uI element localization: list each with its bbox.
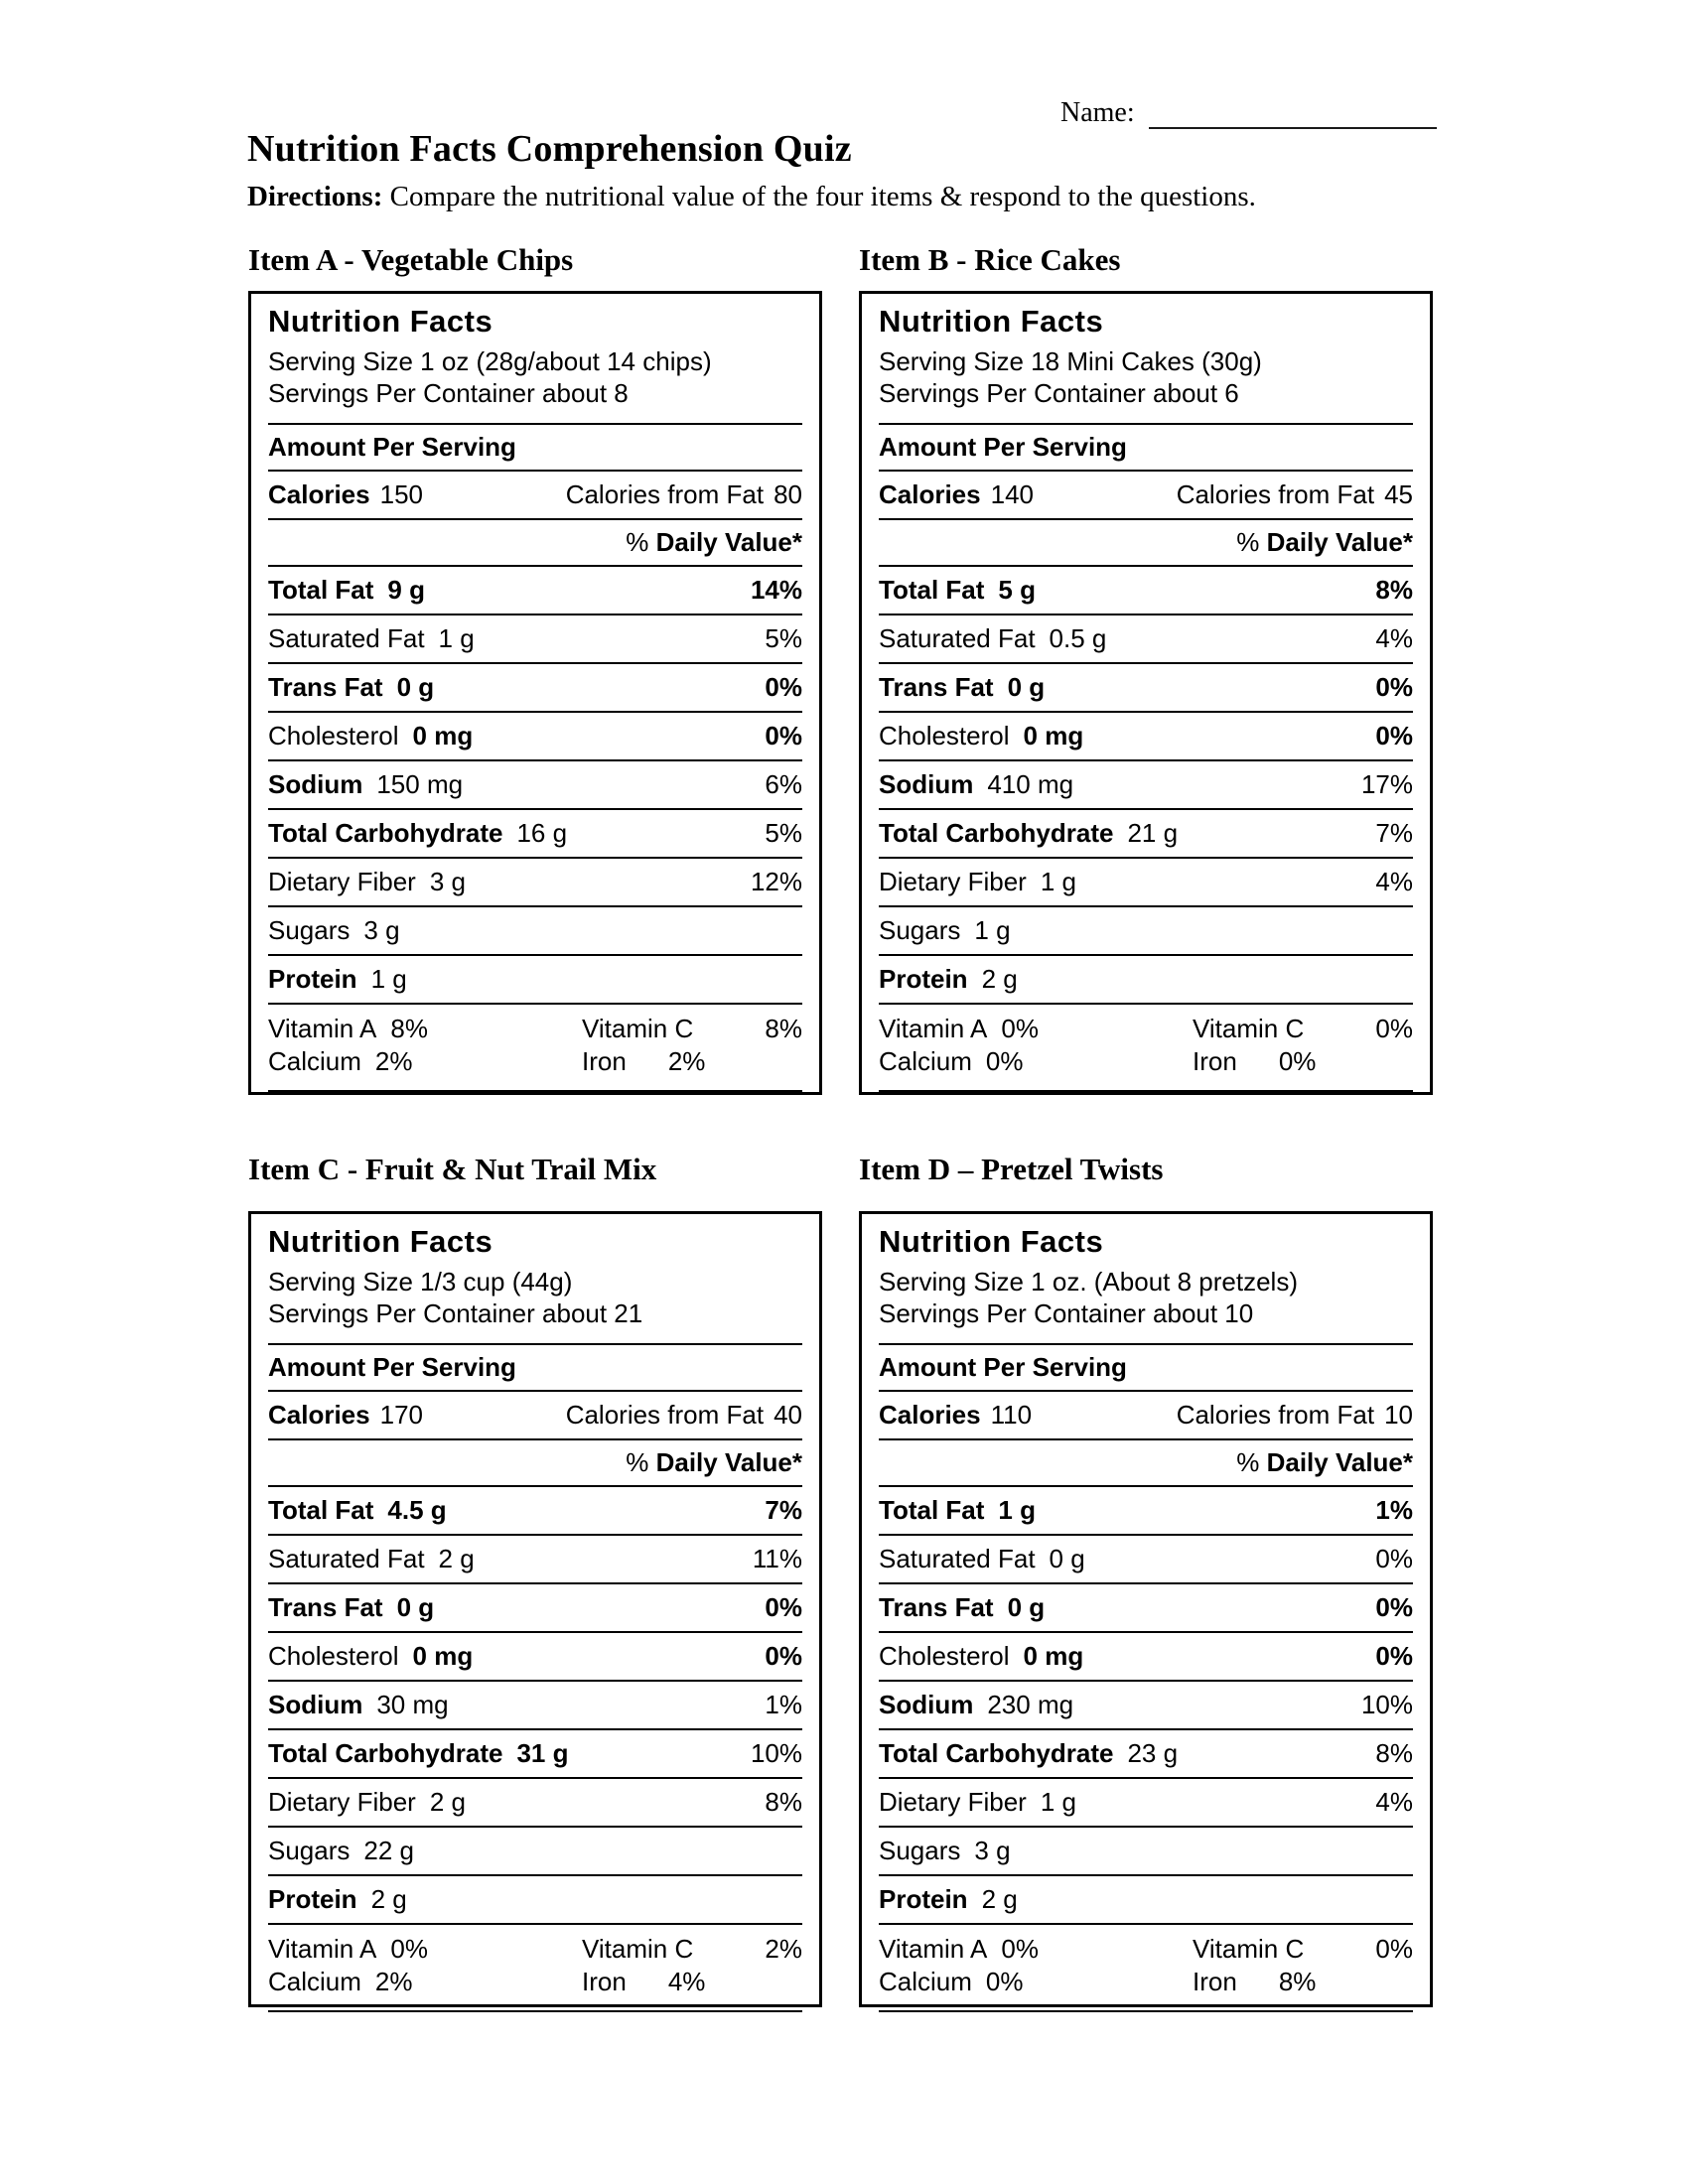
nutrient-row [268,1779,802,1828]
nutrient-daily-value: 0% [765,1592,802,1622]
micronutrient-value: 2% [765,1934,802,1964]
item-d-section [859,1150,1433,2007]
nutrient-row [879,1779,1413,1828]
micronutrient-label: Vitamin A [879,1014,988,1043]
nutrient-daily-value: 6% [765,769,802,799]
calories-value: 150 [379,479,423,509]
nutrient-daily-value: 10% [1360,1690,1413,1719]
micronutrient-label: Iron [1193,1046,1237,1076]
micronutrient-line [879,1933,1413,1966]
nutrient-amount: 9 g [387,575,425,605]
nutrient-amount: 31 g [516,1738,569,1768]
calories-label: Calories [268,479,370,509]
calories-from-fat-value: 45 [1384,479,1413,509]
name-field [1060,97,1437,129]
nutrition-facts-title: Nutrition Facts [268,1224,493,1259]
item-a-heading: Item A - Vegetable Chips [248,242,574,277]
daily-value-header [879,1440,1413,1487]
nutrient-amount: 2 g [370,1884,407,1914]
nutrient-label: Trans Fat [268,1592,383,1622]
micronutrient-value: 0% [1001,1934,1039,1964]
daily-value-prefix: % [1236,1447,1260,1477]
micronutrient-value: 2% [667,1046,706,1076]
micronutrient-cell [879,1966,1169,1998]
micronutrient-label: Iron [582,1046,627,1076]
micronutrient-cell [582,1933,802,1966]
nutrient-daily-value: 4% [1375,1787,1413,1817]
micronutrient-cell [1193,1933,1413,1966]
nutrient-label: Dietary Fiber [879,1787,1027,1817]
daily-value-header [268,520,802,567]
daily-value-header [268,1440,802,1487]
nutrition-label-a [248,291,822,1095]
nutrition-facts-title: Nutrition Facts [879,304,1104,339]
serving-size: Serving Size 1 oz. (About 8 pretzels) [879,1267,1298,1297]
nutrient-row [268,1584,802,1633]
serving-size: Serving Size 1/3 cup (44g) [268,1267,573,1297]
micronutrient-value: 8% [390,1014,428,1043]
micronutrient-value: 8% [765,1014,802,1043]
micronutrient-rows [879,1925,1413,2012]
micronutrient-cell [879,1045,1169,1078]
calories-row [268,472,802,520]
micronutrient-value: 0% [1001,1014,1039,1043]
item-b-section [859,240,1433,1095]
micronutrient-cell [1193,1013,1413,1045]
nutrient-row [268,664,802,713]
calories-row [879,1392,1413,1440]
directions [247,181,1498,213]
nutrient-row [879,1828,1413,1876]
micronutrient-label: Calcium [268,1046,361,1076]
micronutrient-cell [268,1933,582,1966]
serving-info [879,1266,1413,1345]
micronutrient-cell [558,1045,802,1078]
nutrient-daily-value: 10% [750,1738,802,1768]
servings-per-container: Servings Per Container about 8 [268,378,629,408]
micronutrient-label: Vitamin C [1193,1014,1305,1043]
nutrient-daily-value: 4% [1375,867,1413,896]
nutrient-rows [268,567,802,1005]
nutrient-amount: 22 g [363,1836,414,1865]
micronutrient-cell [879,1933,1193,1966]
micronutrient-cell [879,1013,1193,1045]
nutrient-daily-value: 8% [765,1787,802,1817]
micronutrient-cell [582,1013,802,1045]
nutrient-row [879,664,1413,713]
nutrient-daily-value: 0% [765,721,802,751]
micronutrient-value: 0% [985,1967,1024,1996]
micronutrient-cell [1169,1045,1413,1078]
servings-per-container: Servings Per Container about 10 [879,1298,1254,1328]
name-blank-line [1149,99,1437,129]
name-label: Name: [1060,97,1135,128]
nutrient-amount: 1 g [1040,1787,1076,1817]
nutrient-row [879,1876,1413,1925]
nutrient-amount: 0 g [1007,1592,1046,1622]
nutrient-label: Dietary Fiber [268,1787,416,1817]
nutrient-label: Total Fat [879,1495,985,1525]
micronutrient-label: Vitamin C [582,1014,694,1043]
nutrient-row [879,761,1413,810]
micronutrient-label: Calcium [268,1967,361,1996]
calories-from-fat-value: 10 [1384,1400,1413,1430]
item-c-section [248,1150,822,2007]
nutrient-label: Trans Fat [879,1592,994,1622]
nutrient-amount: 4.5 g [387,1495,447,1525]
nutrient-label: Saturated Fat [879,623,1036,653]
nutrient-daily-value: 1% [765,1690,802,1719]
calories-from-fat-label: Calories from Fat [1176,479,1375,509]
nutrient-row [268,1730,802,1779]
micronutrient-cell [558,1966,802,1998]
nutrient-label: Sugars [268,915,351,945]
serving-size: Serving Size 1 oz (28g/about 14 chips) [268,346,712,376]
nutrition-label-b [859,291,1433,1095]
nutrient-amount: 3 g [429,867,466,896]
amount-per-serving: Amount Per Serving [268,425,802,472]
calories-row [268,1392,802,1440]
calories-from-fat-label: Calories from Fat [565,1400,765,1430]
nutrient-row [879,1536,1413,1584]
item-a-section [248,240,822,1095]
nutrient-row [879,615,1413,664]
nutrient-daily-value: 14% [750,575,802,605]
nutrient-row [268,1876,802,1925]
nutrient-row [879,1730,1413,1779]
nutrient-daily-value: 0% [1375,721,1413,751]
servings-per-container: Servings Per Container about 6 [879,378,1239,408]
nutrient-row [268,1487,802,1536]
nutrient-label: Protein [268,964,357,994]
item-d-heading: Item D – Pretzel Twists [859,1152,1164,1186]
micronutrient-cell [268,1045,558,1078]
nutrient-daily-value: 11% [752,1544,802,1573]
calories-label: Calories [268,1400,370,1430]
nutrient-daily-value: 4% [1375,623,1413,653]
nutrient-row [268,713,802,761]
nutrient-amount: 3 g [363,915,400,945]
micronutrient-value: 2% [374,1046,413,1076]
micronutrient-line [268,1045,802,1078]
nutrient-daily-value: 5% [765,623,802,653]
nutrient-daily-value: 8% [1375,575,1413,605]
micronutrient-value: 0% [1375,1934,1413,1964]
serving-info [268,345,802,425]
micronutrient-value: 4% [667,1967,706,1996]
nutrient-row [268,1828,802,1876]
daily-value-label: Daily Value* [655,527,802,557]
nutrient-label: Cholesterol [879,1641,1010,1671]
daily-value-prefix: % [626,527,649,557]
nutrient-label: Saturated Fat [268,623,425,653]
nutrient-daily-value: 7% [1375,818,1413,848]
nutrient-row [879,1584,1413,1633]
nutrient-row [268,567,802,615]
nutrient-label: Sodium [879,1690,974,1719]
nutrient-amount: 16 g [516,818,568,848]
nutrient-amount: 23 g [1127,1738,1179,1768]
nutrient-label: Sugars [879,915,961,945]
nutrient-amount: 0 g [1007,672,1046,702]
nutrient-label: Protein [268,1884,357,1914]
amount-per-serving: Amount Per Serving [879,425,1413,472]
nutrient-row [268,810,802,859]
nutrient-label: Trans Fat [879,672,994,702]
micronutrient-label: Vitamin C [582,1934,694,1964]
nutrient-rows [879,567,1413,1005]
nutrient-amount: 410 mg [987,769,1074,799]
nutrient-amount: 1 g [370,964,407,994]
nutrient-daily-value: 0% [765,1641,802,1671]
nutrient-daily-value: 8% [1375,1738,1413,1768]
nutrition-facts-title: Nutrition Facts [268,304,493,339]
nutrient-label: Total Fat [268,1495,374,1525]
nutrient-label: Total Carbohydrate [879,1738,1114,1768]
nutrient-label: Cholesterol [268,721,399,751]
micronutrient-cell [1169,1966,1413,1998]
micronutrient-line [879,1013,1413,1045]
nutrient-daily-value: 0% [1375,1641,1413,1671]
serving-info [879,345,1413,425]
nutrient-row [879,907,1413,956]
micronutrient-rows [268,1925,802,2012]
micronutrient-line [268,1933,802,1966]
nutrient-amount: 150 mg [376,769,464,799]
nutrient-label: Total Carbohydrate [268,1738,503,1768]
micronutrient-value: 0% [1278,1046,1317,1076]
micronutrient-value: 2% [374,1967,413,1996]
nutrient-amount: 230 mg [987,1690,1074,1719]
directions-label: Directions: [247,181,383,212]
nutrient-label: Total Carbohydrate [268,818,503,848]
nutrient-daily-value: 0% [765,672,802,702]
serving-size: Serving Size 18 Mini Cakes (30g) [879,346,1262,376]
nutrient-daily-value: 0% [1375,1544,1413,1573]
nutrient-label: Sugars [268,1836,351,1865]
daily-value-header [879,520,1413,567]
micronutrient-label: Calcium [879,1046,972,1076]
calories-label: Calories [879,479,981,509]
nutrient-row [879,1682,1413,1730]
nutrient-rows [268,1487,802,1925]
item-c-heading: Item C - Fruit & Nut Trail Mix [248,1152,657,1186]
nutrient-label: Cholesterol [268,1641,399,1671]
nutrient-label: Saturated Fat [268,1544,425,1573]
calories-value: 140 [990,479,1034,509]
nutrient-daily-value: 0% [1375,1592,1413,1622]
nutrient-row [879,1487,1413,1536]
nutrient-label: Protein [879,1884,968,1914]
nutrient-row [268,1682,802,1730]
micronutrient-cell [268,1013,582,1045]
nutrient-daily-value: 17% [1360,769,1413,799]
nutrient-amount: 1 g [998,1495,1036,1525]
micronutrient-rows [879,1005,1413,1092]
daily-value-prefix: % [1236,527,1260,557]
nutrient-row [268,907,802,956]
nutrient-row [879,567,1413,615]
serving-info [268,1266,802,1345]
nutrient-row [268,615,802,664]
nutrient-row [268,956,802,1005]
calories-from-fat-value: 80 [774,479,802,509]
micronutrient-label: Vitamin C [1193,1934,1305,1964]
micronutrient-value: 0% [1375,1014,1413,1043]
nutrient-label: Sodium [268,769,363,799]
daily-value-prefix: % [626,1447,649,1477]
calories-from-fat-value: 40 [774,1400,802,1430]
micronutrient-label: Iron [1193,1967,1237,1996]
nutrient-amount: 5 g [998,575,1036,605]
nutrient-label: Sodium [879,769,974,799]
directions-text: Compare the nutritional value of the four items & respond to the questions. [389,181,1256,212]
nutrient-label: Dietary Fiber [268,867,416,896]
nutrient-amount: 30 mg [376,1690,449,1719]
amount-per-serving: Amount Per Serving [268,1345,802,1392]
micronutrient-line [268,1013,802,1045]
nutrient-daily-value: 1% [1375,1495,1413,1525]
calories-value: 170 [379,1400,423,1430]
nutrient-label: Protein [879,964,968,994]
nutrient-amount: 0.5 g [1049,623,1107,653]
nutrient-rows [879,1487,1413,1925]
item-b-heading: Item B - Rice Cakes [859,242,1121,277]
calories-value: 110 [990,1400,1033,1430]
nutrient-label: Dietary Fiber [879,867,1027,896]
nutrient-amount: 1 g [974,915,1011,945]
micronutrient-line [879,1045,1413,1078]
nutrient-amount: 2 g [981,1884,1018,1914]
nutrient-row [268,761,802,810]
nutrient-amount: 0 g [396,1592,435,1622]
page-title: Nutrition Facts Comprehension Quiz [247,128,852,170]
nutrient-label: Total Fat [879,575,985,605]
nutrient-daily-value: 12% [750,867,802,896]
nutrient-row [879,810,1413,859]
nutrition-label-d [859,1211,1433,2007]
micronutrient-rows [268,1005,802,1092]
nutrient-amount: 2 g [429,1787,466,1817]
nutrient-daily-value: 5% [765,818,802,848]
nutrient-label: Trans Fat [268,672,383,702]
daily-value-label: Daily Value* [1266,527,1413,557]
daily-value-label: Daily Value* [655,1447,802,1477]
micronutrient-label: Calcium [879,1967,972,1996]
micronutrient-label: Vitamin A [879,1934,988,1964]
micronutrient-label: Vitamin A [268,1934,377,1964]
nutrient-row [268,859,802,907]
nutrient-label: Total Carbohydrate [879,818,1114,848]
nutrient-label: Total Fat [268,575,374,605]
nutrient-amount: 0 mg [412,1641,474,1671]
micronutrient-line [268,1966,802,1998]
calories-label: Calories [879,1400,981,1430]
micronutrient-cell [268,1966,558,1998]
nutrient-row [879,713,1413,761]
nutrient-row [268,1536,802,1584]
nutrient-amount: 1 g [438,623,475,653]
nutrient-daily-value: 7% [765,1495,802,1525]
micronutrient-value: 8% [1278,1967,1317,1996]
nutrient-amount: 0 mg [1023,721,1084,751]
nutrient-amount: 2 g [981,964,1018,994]
nutrient-row [879,859,1413,907]
nutrient-amount: 0 g [396,672,435,702]
nutrient-label: Sugars [879,1836,961,1865]
nutrient-amount: 2 g [438,1544,475,1573]
calories-from-fat-label: Calories from Fat [1176,1400,1375,1430]
nutrient-label: Saturated Fat [879,1544,1036,1573]
nutrition-label-c [248,1211,822,2007]
micronutrient-line [879,1966,1413,1998]
amount-per-serving: Amount Per Serving [879,1345,1413,1392]
nutrient-amount: 0 mg [412,721,474,751]
servings-per-container: Servings Per Container about 21 [268,1298,643,1328]
nutrient-row [879,956,1413,1005]
nutrient-daily-value: 0% [1375,672,1413,702]
nutrient-label: Sodium [268,1690,363,1719]
nutrient-amount: 1 g [1040,867,1076,896]
calories-from-fat-label: Calories from Fat [565,479,765,509]
micronutrient-value: 0% [985,1046,1024,1076]
daily-value-label: Daily Value* [1266,1447,1413,1477]
nutrient-amount: 21 g [1127,818,1179,848]
nutrient-row [268,1633,802,1682]
nutrition-facts-title: Nutrition Facts [879,1224,1104,1259]
nutrient-row [879,1633,1413,1682]
micronutrient-label: Iron [582,1967,627,1996]
micronutrient-value: 0% [390,1934,428,1964]
nutrient-amount: 0 g [1049,1544,1085,1573]
micronutrient-label: Vitamin A [268,1014,377,1043]
nutrient-amount: 0 mg [1023,1641,1084,1671]
nutrient-amount: 3 g [974,1836,1011,1865]
nutrient-label: Cholesterol [879,721,1010,751]
calories-row [879,472,1413,520]
